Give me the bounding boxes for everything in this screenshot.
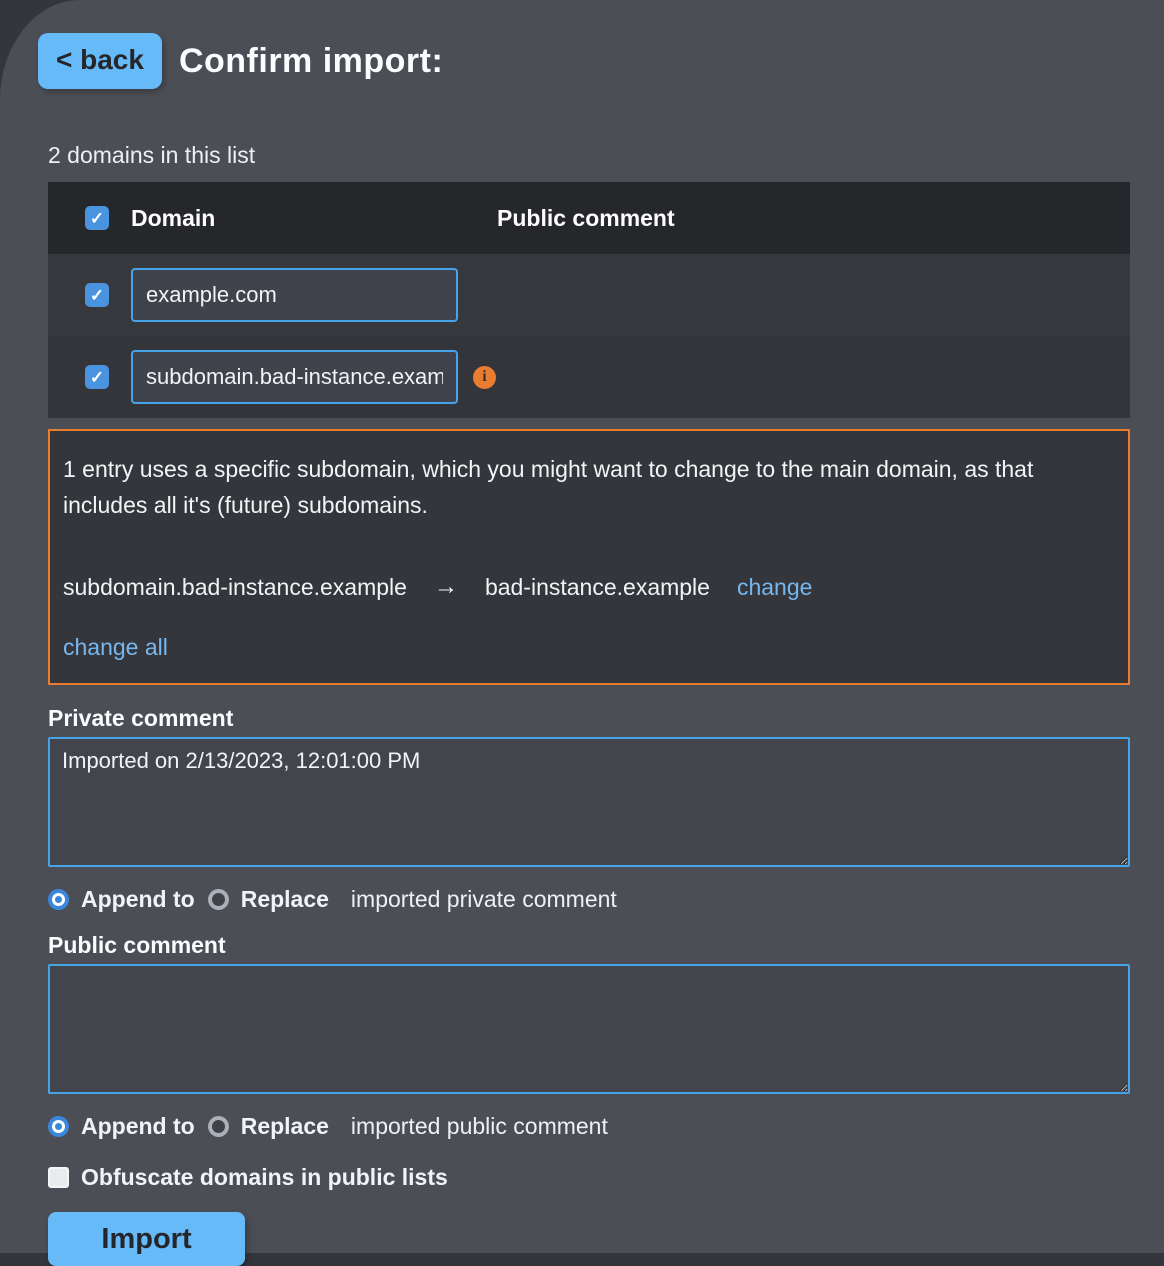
- row-checkbox-cell: [48, 365, 120, 389]
- info-icon[interactable]: i: [473, 366, 496, 389]
- subdomain-suggestion-row: [63, 573, 1114, 601]
- public-comment-column-header: Public comment: [497, 204, 675, 231]
- row-checkbox-cell: [48, 283, 120, 307]
- subdomain-to: bad-instance.example: [484, 573, 710, 600]
- private-mode-suffix: imported private comment: [350, 885, 617, 912]
- public-comment-mode-row: [48, 1113, 1164, 1139]
- append-public-radio[interactable]: [48, 1116, 69, 1137]
- subdomain-notice-box: [48, 429, 1130, 685]
- public-mode-suffix: imported public comment: [350, 1112, 608, 1139]
- append-private-label: Append to: [81, 885, 195, 912]
- public-comment-label: Public comment: [48, 932, 226, 959]
- page-title: Confirm import:: [178, 41, 444, 80]
- change-all-link[interactable]: change all: [63, 634, 168, 661]
- select-all-checkbox[interactable]: ✓: [85, 206, 109, 230]
- obfuscate-checkbox[interactable]: [48, 1167, 69, 1188]
- domain-table: [48, 182, 1130, 418]
- replace-public-radio[interactable]: [208, 1116, 229, 1137]
- replace-private-label: Replace: [240, 885, 329, 912]
- append-public-label: Append to: [81, 1112, 195, 1139]
- right-arrow-icon: →: [433, 573, 458, 601]
- back-button[interactable]: < back: [38, 33, 162, 89]
- domain-table-header: [48, 182, 1130, 254]
- private-comment-textarea[interactable]: [48, 737, 1130, 867]
- obfuscate-label: Obfuscate domains in public lists: [81, 1164, 448, 1191]
- change-link[interactable]: change: [736, 573, 813, 600]
- obfuscate-row: [48, 1164, 1164, 1191]
- import-button[interactable]: Import: [48, 1212, 245, 1266]
- page-header: [38, 33, 1164, 89]
- append-private-radio[interactable]: [48, 889, 69, 910]
- domain-input[interactable]: [131, 268, 458, 322]
- domain-input-cell: [120, 268, 497, 322]
- domain-input-cell: [120, 350, 497, 404]
- private-comment-mode-row: [48, 886, 1164, 912]
- domain-input[interactable]: [131, 350, 458, 404]
- domain-column-header: Domain: [131, 204, 216, 231]
- select-all-cell: [48, 206, 120, 230]
- table-row: [48, 254, 1130, 336]
- subdomain-from: subdomain.bad-instance.example: [63, 573, 407, 600]
- replace-private-radio[interactable]: [208, 889, 229, 910]
- public-comment-textarea[interactable]: [48, 964, 1130, 1094]
- row-checkbox[interactable]: ✓: [85, 283, 109, 307]
- domain-count-text: 2 domains in this list: [48, 142, 256, 168]
- replace-public-label: Replace: [240, 1112, 329, 1139]
- notice-message: 1 entry uses a specific subdomain, which you might want to change to the main domain, as that includes all it's (future) subdomains.: [63, 456, 1034, 518]
- private-comment-label: Private comment: [48, 705, 234, 732]
- table-row: [48, 336, 1130, 418]
- row-checkbox[interactable]: ✓: [85, 365, 109, 389]
